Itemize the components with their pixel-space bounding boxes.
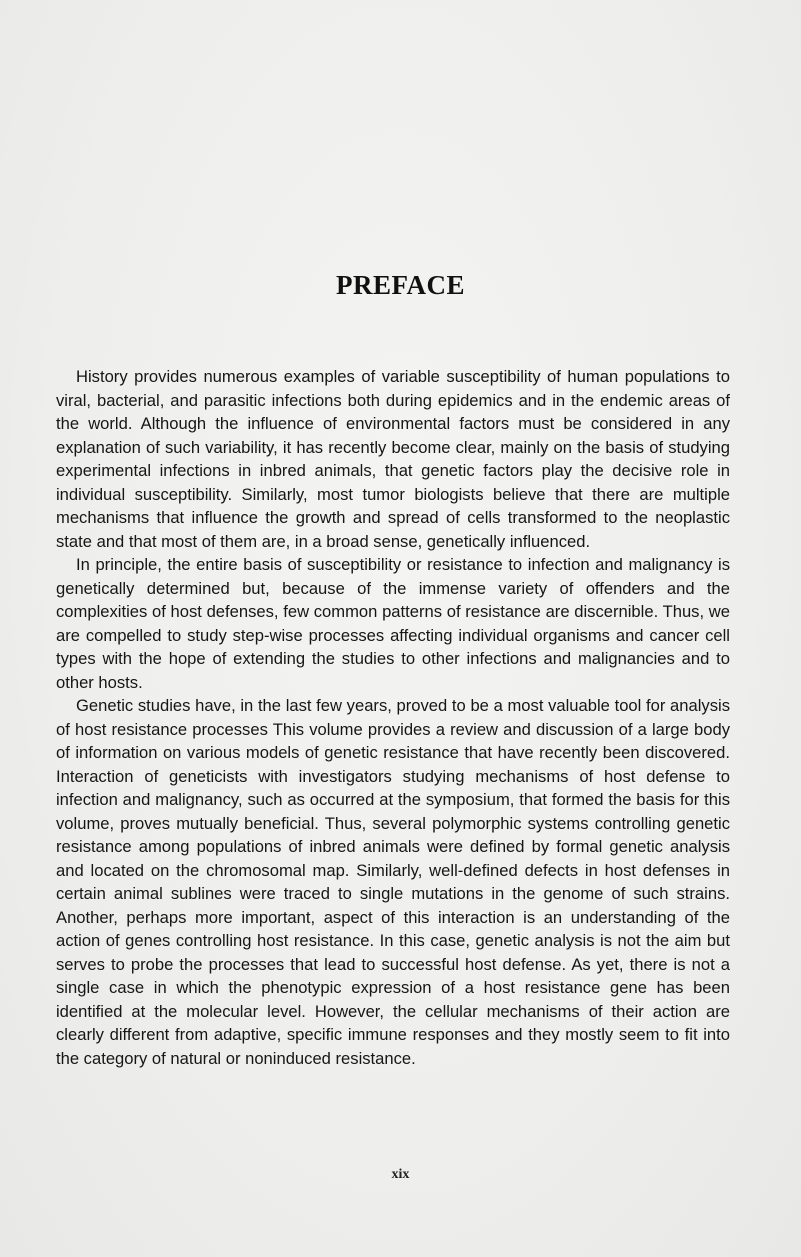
page-number: xix	[391, 1167, 410, 1182]
paragraph-1: History provides numerous examples of variable susceptibility of human populations to viral, bacterial, and parasitic infections both during epidemics and in the endemic areas of the world. Although the influence of environmental factors must be considered in any explanation of such variability, it has recently become clear, mainly on the basis of studying experimental infections in inbred animals, that genetic factors play the decisive role in individual susceptibility. Similarly, most tumor biologists believe that there are multiple mechanisms that influence the growth and spread of cells transformed to the neoplastic state and that most of them are, in a broad sense, genetically influenced.	[56, 367, 730, 551]
paragraph-3: Genetic studies have, in the last few years, proved to be a most valuable tool for analysis of host resistance processes This volume provides a review and discussion of a large body of information on various models of genetic resistance that have recently been discovered. Interaction of geneticists with investigators studying mechanisms of host defense to infection and malignancy, such as occurred at the symposium, that formed the basis for this volume, proves mutually beneficial. Thus, several polymorphic systems controlling genetic resistance among populations of inbred animals were defined by formal genetic analysis and located on the chromosomal map. Similarly, well-defined defects in host defenses in certain animal sublines were traced to single mutations in the genome of such strains. Another, perhaps more important, aspect of this interaction is an understanding of the action of genes controlling host resistance. In this case, genetic analysis is not the aim but serves to probe the processes that lead to successful host defense. As yet, there is not a single case in which the phenotypic expression of a host resistance gene has been identified at the molecular level. However, the cellular mechanisms of their action are clearly different from adaptive, specific immune responses and they mostly seem to fit into the category of natural or noninduced resistance.	[56, 696, 730, 1068]
preface-body	[56, 365, 730, 1070]
page-title: PREFACE	[336, 270, 465, 300]
paragraph-2: In principle, the entire basis of susceptibility or resistance to infection and malignancy is genetically determined but, because of the immense variety of offenders and the complexities of host defenses, few common patterns of resistance are discernible. Thus, we are compelled to study step-wise processes affecting individual organisms and cancer cell types with the hope of extending the studies to other infections and malignancies and to other hosts.	[56, 555, 730, 692]
